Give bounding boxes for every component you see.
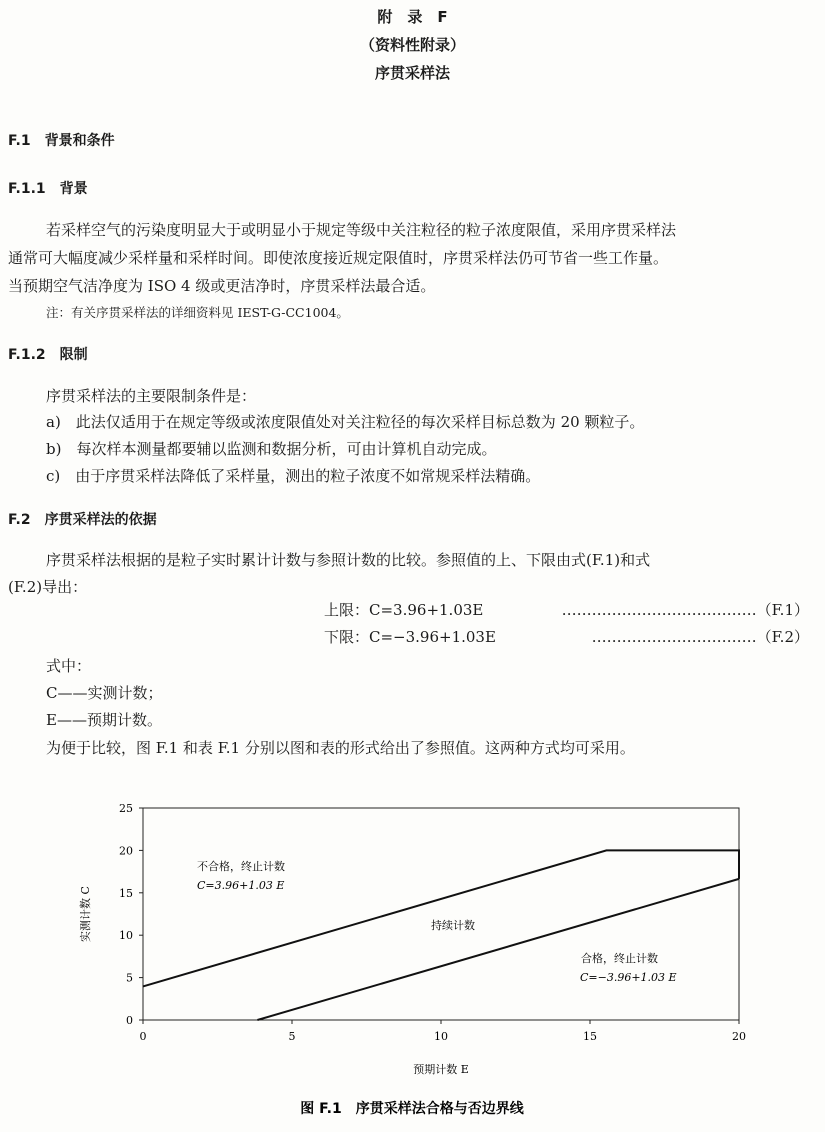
y-tick-label: 25: [119, 802, 133, 815]
y-tick-label: 20: [119, 844, 133, 858]
heading-f11: F.1.1 背景: [8, 181, 88, 197]
y-tick-label: 10: [119, 929, 133, 943]
y-tick-label: 5: [126, 971, 133, 985]
paragraph-line: 当预期空气洁净度为 ISO 4 级或更洁净时，序贯采样法最合适。: [8, 277, 436, 295]
lower-limit-line: [257, 879, 739, 1020]
heading-f1: F.1 背景和条件: [8, 133, 115, 149]
paragraph-line: 通常可大幅度减少采样量和采样时间。即使浓度接近规定限值时，序贯采样法仍可节省一些工作量。: [8, 249, 669, 267]
definition-e: E——预期计数。: [46, 711, 162, 729]
appendix-type: （资料性附录）: [359, 36, 465, 54]
x-tick-label: 0: [139, 1030, 147, 1043]
y-tick-label: 0: [126, 1014, 133, 1027]
y-axis-label: 实测计数 C: [79, 886, 92, 942]
appendix-title: 附 录 F: [377, 8, 448, 26]
paragraph-line: 若采样空气的污染度明显大于或明显小于规定等级中关注粒径的粒子浓度限值，采用序贯采样法: [46, 221, 677, 239]
plot-frame: [143, 808, 739, 1020]
x-axis-label: 预期计数 E: [413, 1063, 469, 1076]
annotation-accept-eq: C=−3.96+1.03 E: [580, 971, 677, 984]
heading-f12: F.1.2 限制: [8, 347, 88, 363]
figure-caption: 图 F.1 序贯采样法合格与否边界线: [300, 1101, 524, 1117]
x-tick-label: 5: [288, 1030, 296, 1043]
note: 注：有关序贯采样法的详细资料见 IEST-G-CC1004。: [46, 305, 349, 320]
paragraph-line: 序贯采样法的主要限制条件是：: [46, 387, 257, 405]
y-tick-label: 15: [119, 886, 133, 900]
list-item: b) 每次样本测量都要辅以监测和数据分析，可由计算机自动完成。: [46, 440, 497, 458]
paragraph-line: 序贯采样法根据的是粒子实时累计计数与参照计数的比较。参照值的上、下限由式(F.1)和式: [46, 551, 651, 569]
where-label: 式中：: [46, 657, 92, 675]
annotation-reject-eq: C=3.96+1.03 E: [197, 879, 285, 892]
paragraph-line: (F.2)导出：: [8, 578, 88, 596]
x-tick-label: 15: [583, 1030, 597, 1043]
annotation-continue: 持续计数: [431, 919, 475, 932]
equation-f1: 上限：C=3.96+1.03E …………………………………（F.1）: [324, 601, 809, 619]
annotation-accept: 合格，终止计数: [581, 952, 658, 965]
list-item: a) 此法仅适用于在规定等级或浓度限值处对关注粒径的每次采样目标总数为 20 颗粒子。: [46, 413, 645, 431]
heading-f2: F.2 序贯采样法的依据: [8, 512, 157, 528]
definition-c: C——实测计数；: [46, 684, 163, 702]
paragraph-line: 为便于比较，图 F.1 和表 F.1 分别以图和表的形式给出了参照值。这两种方式均可采用。: [46, 739, 635, 757]
appendix-name: 序贯采样法: [374, 64, 450, 82]
list-item: c) 由于序贯采样法降低了采样量，测出的粒子浓度不如常规采样法精确。: [46, 467, 541, 485]
x-tick-label: 20: [732, 1030, 746, 1043]
x-tick-label: 10: [434, 1030, 448, 1043]
annotation-reject: 不合格，终止计数: [197, 860, 285, 873]
equation-f2: 下限：C=−3.96+1.03E ……………………………（F.2）: [324, 628, 809, 646]
